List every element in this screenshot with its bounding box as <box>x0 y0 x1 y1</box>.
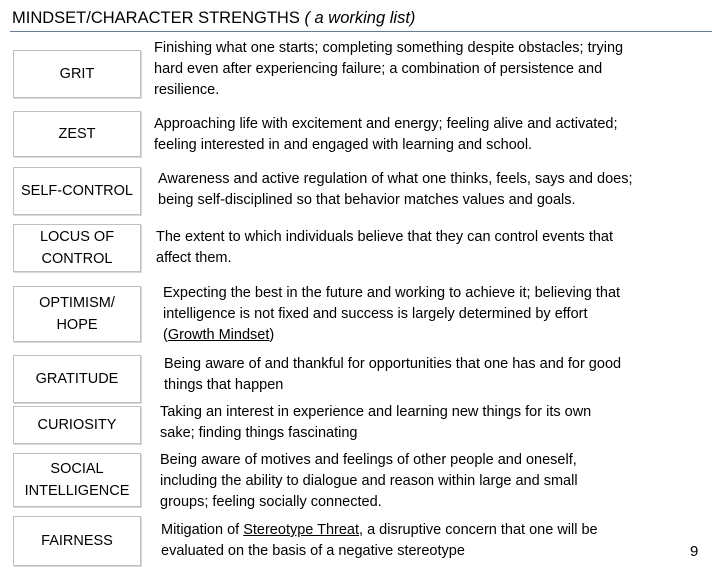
desc-fairness <box>161 520 598 562</box>
label-social-intelligence <box>13 453 141 507</box>
desc-line: hard even after experiencing failure; a combination of persistence and <box>154 61 603 77</box>
label-text: GRATITUDE <box>35 371 119 387</box>
desc-gratitude <box>164 354 621 396</box>
desc-line: Expecting the best in the future and working to achieve it; believing that <box>163 285 621 301</box>
label-text: SELF-CONTROL <box>21 183 133 199</box>
label-grit <box>13 50 141 98</box>
desc-line: intelligence is not fixed and success is largely determined by effort <box>163 306 588 322</box>
title-divider <box>10 31 712 32</box>
title-subtitle: ( a working list) <box>304 9 416 27</box>
desc-social-intelligence <box>160 450 578 513</box>
label-text: ZEST <box>58 126 96 142</box>
label-text: CURIOSITY <box>37 417 117 433</box>
label-fairness <box>13 516 141 566</box>
label-gratitude <box>13 355 141 403</box>
label-text: CONTROL <box>41 251 113 267</box>
desc-optimism-hope <box>163 283 620 346</box>
label-self-control <box>13 167 141 215</box>
desc-line: things that happen <box>164 377 284 393</box>
label-text: HOPE <box>56 317 98 333</box>
label-curiosity <box>13 406 141 444</box>
desc-line: resilience. <box>154 82 220 98</box>
stereotype-threat-link[interactable]: Stereotype Threat <box>243 522 360 538</box>
desc-line: including the ability to dialogue and reason within large and small <box>160 473 578 489</box>
label-text: SOCIAL <box>50 461 104 477</box>
label-text: LOCUS OF <box>39 229 115 245</box>
label-text: OPTIMISM/ <box>39 295 115 311</box>
desc-line: Approaching life with excitement and energy; feeling alive and activated; <box>154 116 618 132</box>
desc-text: Mitigation of <box>161 522 244 538</box>
desc-line: Finishing what one starts; completing something despite obstacles; trying <box>154 40 624 56</box>
desc-line: Awareness and active regulation of what one thinks, feels, says and does; <box>158 171 633 187</box>
desc-line <box>163 325 620 346</box>
desc-line: Being aware of and thankful for opportunities that one has and for good <box>164 356 622 372</box>
desc-line: sake; finding things fascinating <box>160 425 358 441</box>
desc-text: , a disruptive concern that one will be <box>359 522 598 538</box>
desc-line: being self-disciplined so that behavior matches values and goals. <box>158 192 576 208</box>
paren-close: ) <box>269 327 275 343</box>
desc-line: feeling interested in and engaged with learning and school. <box>154 137 533 153</box>
label-optimism-hope <box>13 286 141 342</box>
desc-locus-of-control <box>156 227 613 269</box>
desc-line: affect them. <box>156 250 232 266</box>
label-text: FAIRNESS <box>41 533 113 549</box>
label-zest <box>13 111 141 157</box>
label-locus-of-control <box>13 224 141 272</box>
desc-line: groups; feeling socially connected. <box>160 494 382 510</box>
desc-line: Being aware of motives and feelings of other people and oneself, <box>160 452 577 468</box>
title-main: MINDSET/CHARACTER STRENGTHS <box>12 9 300 27</box>
growth-mindset-link[interactable]: Growth Mindset <box>167 327 270 343</box>
desc-curiosity <box>160 402 591 444</box>
desc-self-control <box>158 169 633 211</box>
desc-line: Taking an interest in experience and learning new things for its own <box>160 404 592 420</box>
desc-line: The extent to which individuals believe that they can control events that <box>156 229 614 245</box>
label-text: INTELLIGENCE <box>24 483 130 499</box>
desc-zest <box>154 114 617 156</box>
desc-grit <box>154 38 623 101</box>
page-title <box>12 9 415 28</box>
desc-line: evaluated on the basis of a negative stereotype <box>161 543 465 559</box>
desc-line <box>161 520 598 541</box>
label-text: GRIT <box>59 66 95 82</box>
page-number: 9 <box>690 543 699 560</box>
paren-open: ( <box>163 327 168 343</box>
